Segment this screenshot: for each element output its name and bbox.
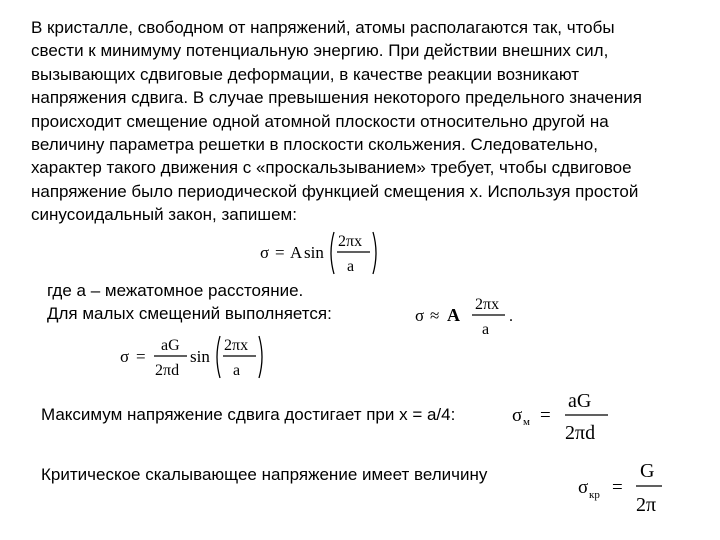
fraction-numerator: aG: [568, 390, 592, 412]
sin-function: sin: [304, 243, 324, 262]
sin-function: sin: [190, 347, 210, 366]
intro-line: вызывающих сдвиговые деформации, в качестве реакции возникают: [31, 64, 579, 84]
intro-paragraph: [31, 16, 701, 227]
intro-line: напряжение было периодической функцией смещения x. Используя простой: [31, 181, 639, 201]
fraction-numerator: 2πx: [338, 233, 363, 250]
formula-max-stress: [510, 385, 620, 445]
intro-line: синусоидальный закон, запишем:: [31, 205, 297, 225]
fraction-numerator: G: [640, 460, 655, 482]
period-mark: .: [509, 308, 513, 325]
sigma-symbol: σ: [512, 405, 523, 426]
right-paren: [373, 232, 376, 274]
sigma-symbol: σ: [260, 243, 270, 262]
left-paren: [331, 232, 334, 274]
critical-stress-note: Критическое скалывающее напряжение имеет величину: [41, 465, 488, 484]
where-note: где a – межатомное расстояние.: [47, 281, 304, 300]
left-paren: [217, 336, 220, 378]
sigma-subscript: кр: [589, 489, 600, 501]
fraction-numerator: aG: [161, 337, 180, 354]
max-stress-note: Максимум напряжение сдвига достигает при x = a/4:: [41, 405, 456, 424]
intro-line: характер такого движения с «проскальзыванием» требует, чтобы сдвиговое: [31, 158, 632, 178]
intro-line: свести к минимуму потенциальную энергию. При действии внешних сил,: [31, 41, 609, 61]
sigma-subscript: м: [523, 416, 530, 428]
fraction-denominator: 2π: [636, 494, 657, 516]
fraction-denominator: a: [233, 362, 241, 379]
fraction-denominator: a: [347, 258, 355, 275]
small-displacement-note: Для малых смещений выполняется:: [47, 304, 332, 323]
fraction-numerator: 2πx: [475, 296, 500, 313]
amplitude-symbol: A: [447, 305, 460, 325]
intro-line: напряжения сдвига. В случае превышения некоторого предельного значения: [31, 88, 642, 108]
sigma-symbol: σ: [120, 347, 130, 366]
amplitude-symbol: A: [290, 243, 303, 262]
formula-stress-sine: [258, 226, 398, 280]
fraction-numerator: 2πx: [224, 337, 249, 354]
fraction-denominator: 2πd: [565, 422, 596, 444]
fraction-denominator: a: [482, 321, 490, 338]
approx-sign: ≈: [430, 306, 440, 325]
intro-line: В кристалле, свободном от напряжений, атомы располагаются так, чтобы: [31, 18, 615, 37]
fraction-denominator: 2πd: [155, 362, 180, 379]
formula-stress-shear-modulus: [118, 330, 278, 384]
formula-critical-stress: [576, 455, 676, 519]
sigma-symbol: σ: [415, 306, 425, 325]
right-paren: [259, 336, 262, 378]
intro-line: величину параметра решетки в плоскости скольжения. Следовательно,: [31, 135, 598, 155]
sigma-symbol: σ: [578, 477, 589, 498]
equals-sign: =: [275, 243, 285, 262]
equals-sign: =: [612, 477, 623, 498]
intro-line: происходит смещение одной атомной плоскости относительно другой на: [31, 111, 609, 131]
equals-sign: =: [136, 347, 146, 366]
equals-sign: =: [540, 405, 551, 426]
formula-small-displacement: [413, 291, 523, 341]
